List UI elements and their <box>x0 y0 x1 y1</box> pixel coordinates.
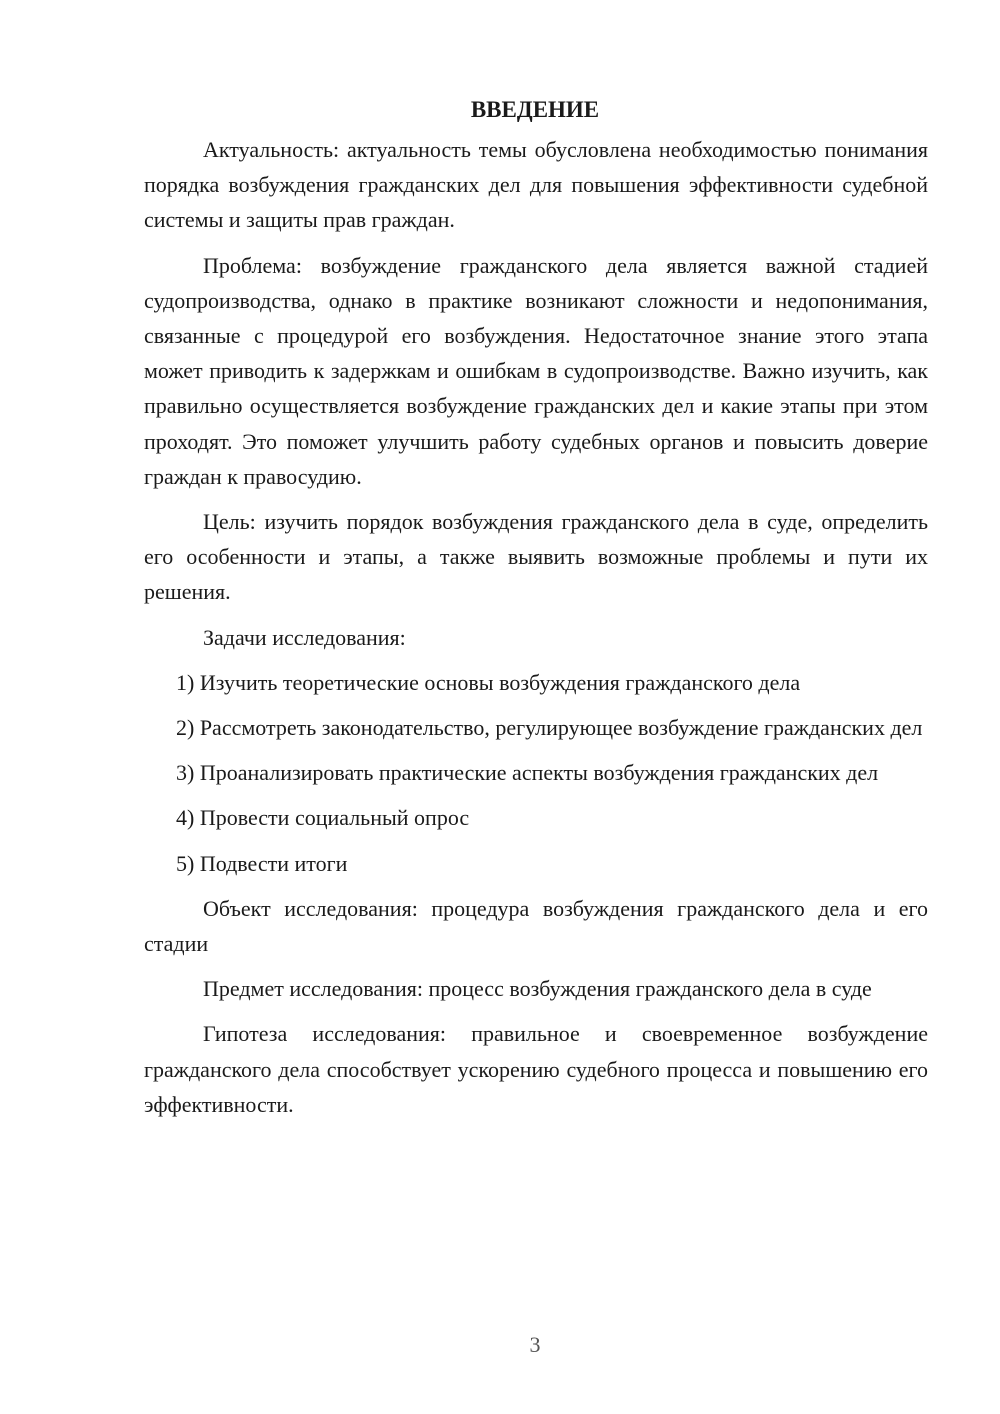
task-item-5: 5) Подвести итоги <box>176 850 348 876</box>
relevance-paragraph: Актуальность: актуальность темы обусловлена необходимостью понимания порядка возбуждения гражданских дел для повышения эффективности судебной системы и защиты прав граждан. <box>144 137 928 233</box>
task-item-1: 1) Изучить теоретические основы возбуждения гражданского дела <box>176 669 801 695</box>
page-number: 3 <box>529 1332 541 1357</box>
hypothesis-paragraph: Гипотеза исследования: правильное и своевременное возбуждение гражданского дела способствует ускорению судебного процесса и повышению его эффективности. <box>144 1021 928 1117</box>
problem-paragraph: Проблема: возбуждение гражданского дела является важной стадией судопроизводства, однако в практике возникают сложности и недопонимания, связанные с процедурой его возбуждения. Недостаточное знание этого этапа может приводить к задержкам и ошибкам в судопроизводстве. Важно изучить, как правильно осуществляется возбуждение гражданских дел и какие этапы при этом проходят. Это поможет улучшить работу судебных органов и повысить доверие граждан к правосудию. <box>144 252 928 489</box>
document-page <box>144 92 928 1132</box>
tasks-title: Задачи исследования: <box>203 624 406 650</box>
task-item-3: 3) Проанализировать практические аспекты возбуждения гражданских дел <box>176 760 879 786</box>
section-heading: ВВЕДЕНИЕ <box>470 97 600 122</box>
task-item-4: 4) Провести социальный опрос <box>176 805 470 831</box>
subject-paragraph: Предмет исследования: процесс возбуждения гражданского дела в суде <box>203 976 872 1002</box>
task-item-2: 2) Рассмотреть законодательство, регулирующее возбуждение гражданских дел <box>176 715 923 741</box>
object-paragraph: Объект исследования: процедура возбуждения гражданского дела и его стадии <box>144 895 928 957</box>
goal-paragraph: Цель: изучить порядок возбуждения гражданского дела в суде, определить его особенности и этапы, а также выявить возможные проблемы и пути их решения. <box>144 509 928 605</box>
